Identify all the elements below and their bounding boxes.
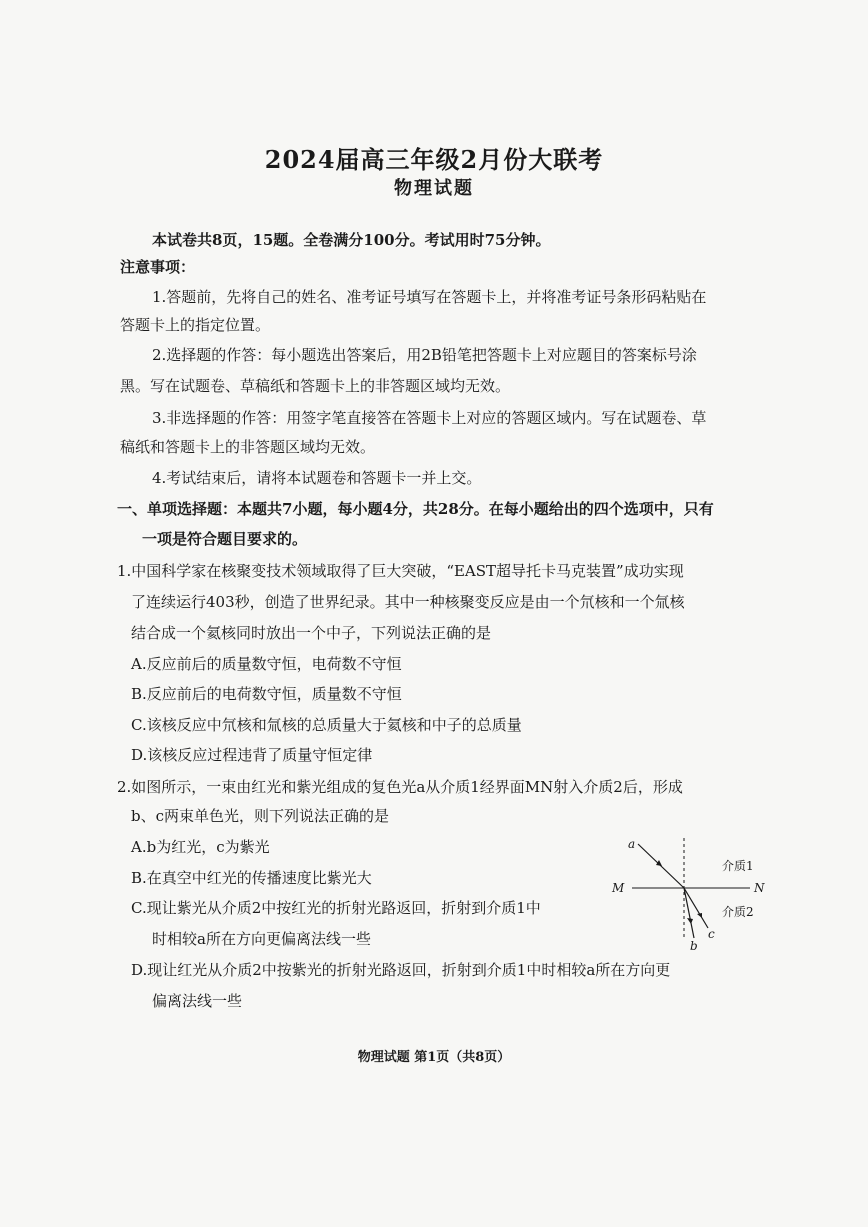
note-line: 1.答题前，先将自己的姓名、准考证号填写在答题卡上，并将准考证号条形码粘贴在 — [152, 288, 707, 306]
label-medium1: 介质1 — [722, 859, 754, 873]
q2-option-a: A.b为红光，c为紫光 — [131, 838, 270, 856]
notes-heading: 注意事项： — [120, 258, 196, 276]
note-line: 答题卡上的指定位置。 — [120, 316, 271, 334]
section-heading: 一、单项选择题：本题共7小题，每小题4分，共28分。在每小题给出的四个选项中，只有 — [117, 500, 714, 518]
exam-intro: 本试卷共8页，15题。全卷满分100分。考试用时75分钟。 — [152, 231, 551, 249]
label-c: c — [708, 927, 715, 941]
q1-option-c: C.该核反应中氘核和氚核的总质量大于氦核和中子的总质量 — [131, 716, 522, 734]
label-a: a — [628, 838, 636, 851]
exam-subtitle: 物理试题 — [394, 178, 474, 199]
note-line: 稿纸和答题卡上的非答题区域均无效。 — [120, 438, 376, 456]
note-line: 3.非选择题的作答：用签字笔直接答在答题卡上对应的答题区域内。写在试题卷、草 — [152, 409, 707, 427]
q1-stem: 结合成一个氦核同时放出一个中子，下列说法正确的是 — [131, 624, 492, 642]
q1-option-b: B.反应前后的电荷数守恒，质量数不守恒 — [131, 685, 402, 703]
refraction-diagram — [610, 838, 770, 953]
label-n: N — [754, 881, 765, 895]
arrow-icon — [697, 913, 702, 918]
label-b: b — [690, 939, 698, 953]
q1-option-d: D.该核反应过程违背了质量守恒定律 — [131, 746, 373, 764]
arrow-icon — [656, 860, 662, 866]
q2-option-c-cont: 时相较a所在方向更偏离法线一些 — [152, 930, 371, 948]
arrow-icon — [687, 918, 693, 924]
q2-stem: b、c两束单色光，则下列说法正确的是 — [131, 807, 390, 825]
note-line: 4.考试结束后，请将本试题卷和答题卡一并上交。 — [152, 469, 482, 487]
q2-option-d: D.现让红光从介质2中按紫光的折射光路返回，折射到介质1中时相较a所在方向更 — [131, 961, 671, 979]
q1-option-a: A.反应前后的质量数守恒，电荷数不守恒 — [131, 655, 402, 673]
q2-option-d-cont: 偏离法线一些 — [152, 992, 243, 1010]
q1-stem: 1.中国科学家在核聚变技术领域取得了巨大突破，“EAST超导托卡马克装置”成功实现 — [117, 562, 684, 580]
q2-option-c: C.现让紫光从介质2中按红光的折射光路返回，折射到介质1中 — [131, 899, 541, 917]
label-medium2: 介质2 — [722, 905, 754, 919]
exam-title: 2024届高三年级2月份大联考 — [264, 145, 604, 174]
q2-stem: 2.如图所示，一束由红光和紫光组成的复色光a从介质1经界面MN射入介质2后，形成 — [117, 778, 683, 796]
page-footer: 物理试题 第1页（共8页） — [357, 1050, 511, 1065]
section-heading-cont: 一项是符合题目要求的。 — [142, 530, 308, 548]
label-m: M — [612, 881, 625, 895]
q2-option-b: B.在真空中红光的传播速度比紫光大 — [131, 869, 372, 887]
q1-stem: 了连续运行403秒，创造了世界纪录。其中一种核聚变反应是由一个氘核和一个氚核 — [131, 593, 685, 611]
note-line: 2.选择题的作答：每小题选出答案后，用2B铅笔把答题卡上对应题目的答案标号涂 — [152, 346, 697, 364]
note-line: 黑。写在试题卷、草稿纸和答题卡上的非答题区域均无效。 — [120, 377, 511, 395]
incident-ray-a — [638, 844, 684, 888]
